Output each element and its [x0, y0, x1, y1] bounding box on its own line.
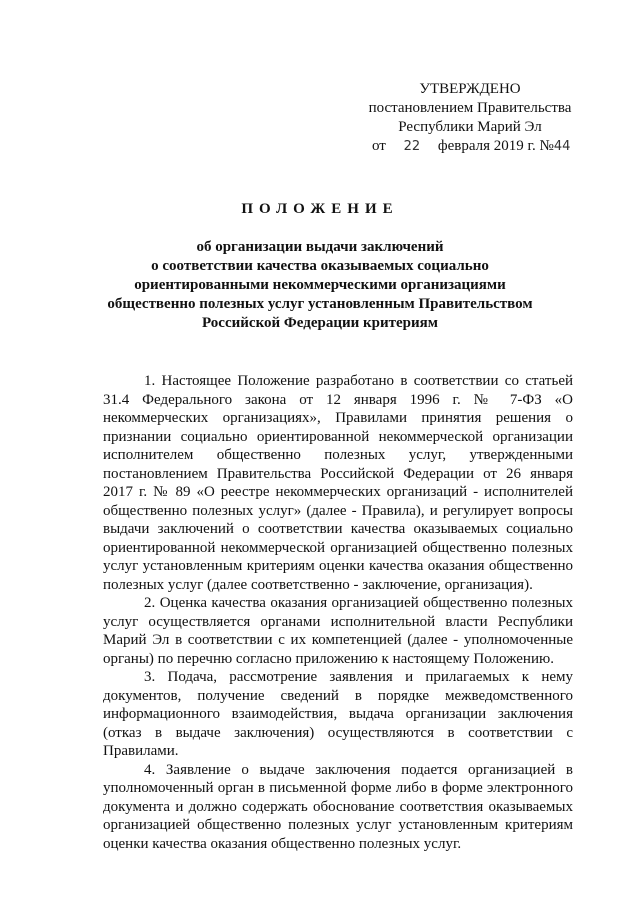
approval-resolution: постановлением Правительства — [368, 100, 572, 116]
document-title: ПОЛОЖЕНИЕ — [241, 201, 399, 217]
paragraph-4: 4. Заявление о выдаче заключения подается организацией в уполномоченный орган в письменной форме либо в форме электронного документа и должно содержать обоснование соответствия оказываемых организацией общественно полезных услуг установленным критериям оценки качества оказания общественно полезных услуг. — [103, 761, 573, 852]
paragraph-1: 1. Настоящее Положение разработано в соответствии со статьей 31.4 Федерального закона от 12 января 1996 г. № 7-ФЗ «О некоммерческих организациях», Правилами принятия решения о признании социально ориентированной некоммерческой организации исполнителем общественно полезных услуг, утвержденными постановлением Правительства Российской Федерации от 26 января 2017 г. № 89 «О реестре некоммерческих организаций - исполнителей общественно полезных услуг» (далее - Правила), и регулирует вопросы выдачи заключений о соответствии качества оказываемых социально ориентированной некоммерческой организацией общественно полезных услуг установленным критериям оценки качества оказания общественно полезных услуг (далее соответственно - заключение, организация). — [103, 373, 573, 593]
approval-heading: УТВЕРЖДЕНО — [419, 81, 521, 97]
date-prefix: от — [372, 138, 386, 154]
date-rest: февраля 2019 г. № — [437, 138, 554, 154]
date-day: 22 — [403, 139, 421, 154]
subtitle-line: Российской Федерации критериям — [202, 315, 438, 331]
approval-date-line — [360, 137, 580, 156]
paragraph-2: 2. Оценка качества оказания организацией общественно полезных услуг осуществляется органами исполнительной власти Республики Марий Эл в соответствии с их компетенцией (далее - уполномоченные органы) по перечню согласно приложению к настоящему Положению. — [103, 595, 573, 667]
subtitle-line: ориентированными некоммерческими организациями — [134, 277, 506, 293]
paragraph-3: 3. Подача, рассмотрение заявления и прилагаемых к нему документов, получение сведений в порядке межведомственного информационного взаимодействия, выдача организации заключения (отказ в выдаче заключения) осуществляются в соответствии с Правилами. — [103, 669, 573, 759]
document-body — [103, 372, 573, 853]
approval-stamp — [360, 80, 580, 156]
subtitle-line: общественно полезных услуг установленным Правительством — [107, 296, 533, 312]
document-subtitle — [60, 238, 580, 333]
approval-republic: Республики Марий Эл — [398, 119, 542, 135]
subtitle-line: об организации выдачи заключений — [196, 239, 444, 255]
subtitle-line: о соответствии качества оказываемых социально — [151, 258, 489, 274]
document-number: 44 — [553, 139, 571, 154]
